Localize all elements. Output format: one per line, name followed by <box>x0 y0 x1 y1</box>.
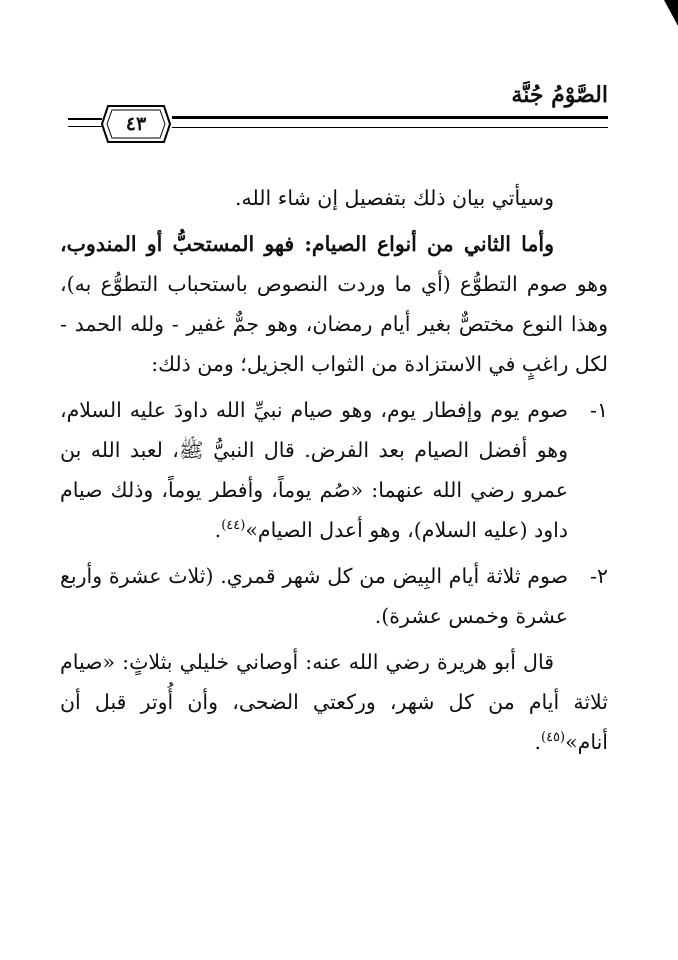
list-item-end: . <box>214 518 222 542</box>
list-item-number: ١- <box>590 398 608 422</box>
hadith-end: . <box>534 730 541 754</box>
page-number-frame <box>100 104 172 144</box>
list-item <box>60 390 608 550</box>
page-number: ٤٣ <box>125 113 147 135</box>
list-item-body: صوم يوم وإفطار يوم، وهو صيام نبيِّ الله داودَ عليه السلام، وهو أفضل الصيام بعد الفرض. قال النبيُّ ﷺ، لعبد الله بن عمرو رضي الله عنهما: «صُم يوماً، وأفطر يوماً، وذلك صيام داود (عليه السلام)، وهو أعدل الصيام» <box>60 398 568 542</box>
list-item-number: ٢- <box>590 564 608 588</box>
section-heading: وأما الثاني من أنواع الصيام: فهو المستحبُّ أو المندوب، <box>60 232 554 256</box>
header-rule <box>172 116 608 128</box>
list-item-text <box>60 390 568 550</box>
header-rule-left <box>68 118 102 127</box>
page-body <box>60 178 608 762</box>
paragraph-intro: وسيأتي بيان ذلك بتفصيل إن شاء الله. <box>234 186 554 210</box>
footnote-ref: (٤٥) <box>540 730 566 746</box>
running-title: الصَّوْمُ جُنَّة <box>511 82 608 108</box>
paragraph-hadith <box>60 642 608 762</box>
hadith-text: قال أبو هريرة رضي الله عنه: أوصاني خليلي بثلاثٍ: «صيام ثلاثة أيام من كل شهر، وركعتي الضحى، وأن أُوتر قبل أن أنام» <box>60 650 608 754</box>
page-corner-mark <box>664 0 678 26</box>
list-item-text: صوم ثلاثة أيام البِيض من كل شهر قمري. (ثلاث عشرة وأربع عشرة وخمس عشرة). <box>60 564 568 628</box>
section-text: وهو صوم التطوُّع (أي ما وردت النصوص باستحباب التطوُّع به)، وهذا النوع مختصٌّ بغير أيام رمضان، وهو جمٌّ غفير - ولله الحمد - لكل راغبٍ في الاستزادة من الثواب الجزيل؛ ومن ذلك: <box>60 272 608 376</box>
footnote-ref: (٤٤) <box>221 518 246 534</box>
list-item <box>60 556 608 636</box>
paragraph-voluntary-fasting <box>60 224 608 384</box>
